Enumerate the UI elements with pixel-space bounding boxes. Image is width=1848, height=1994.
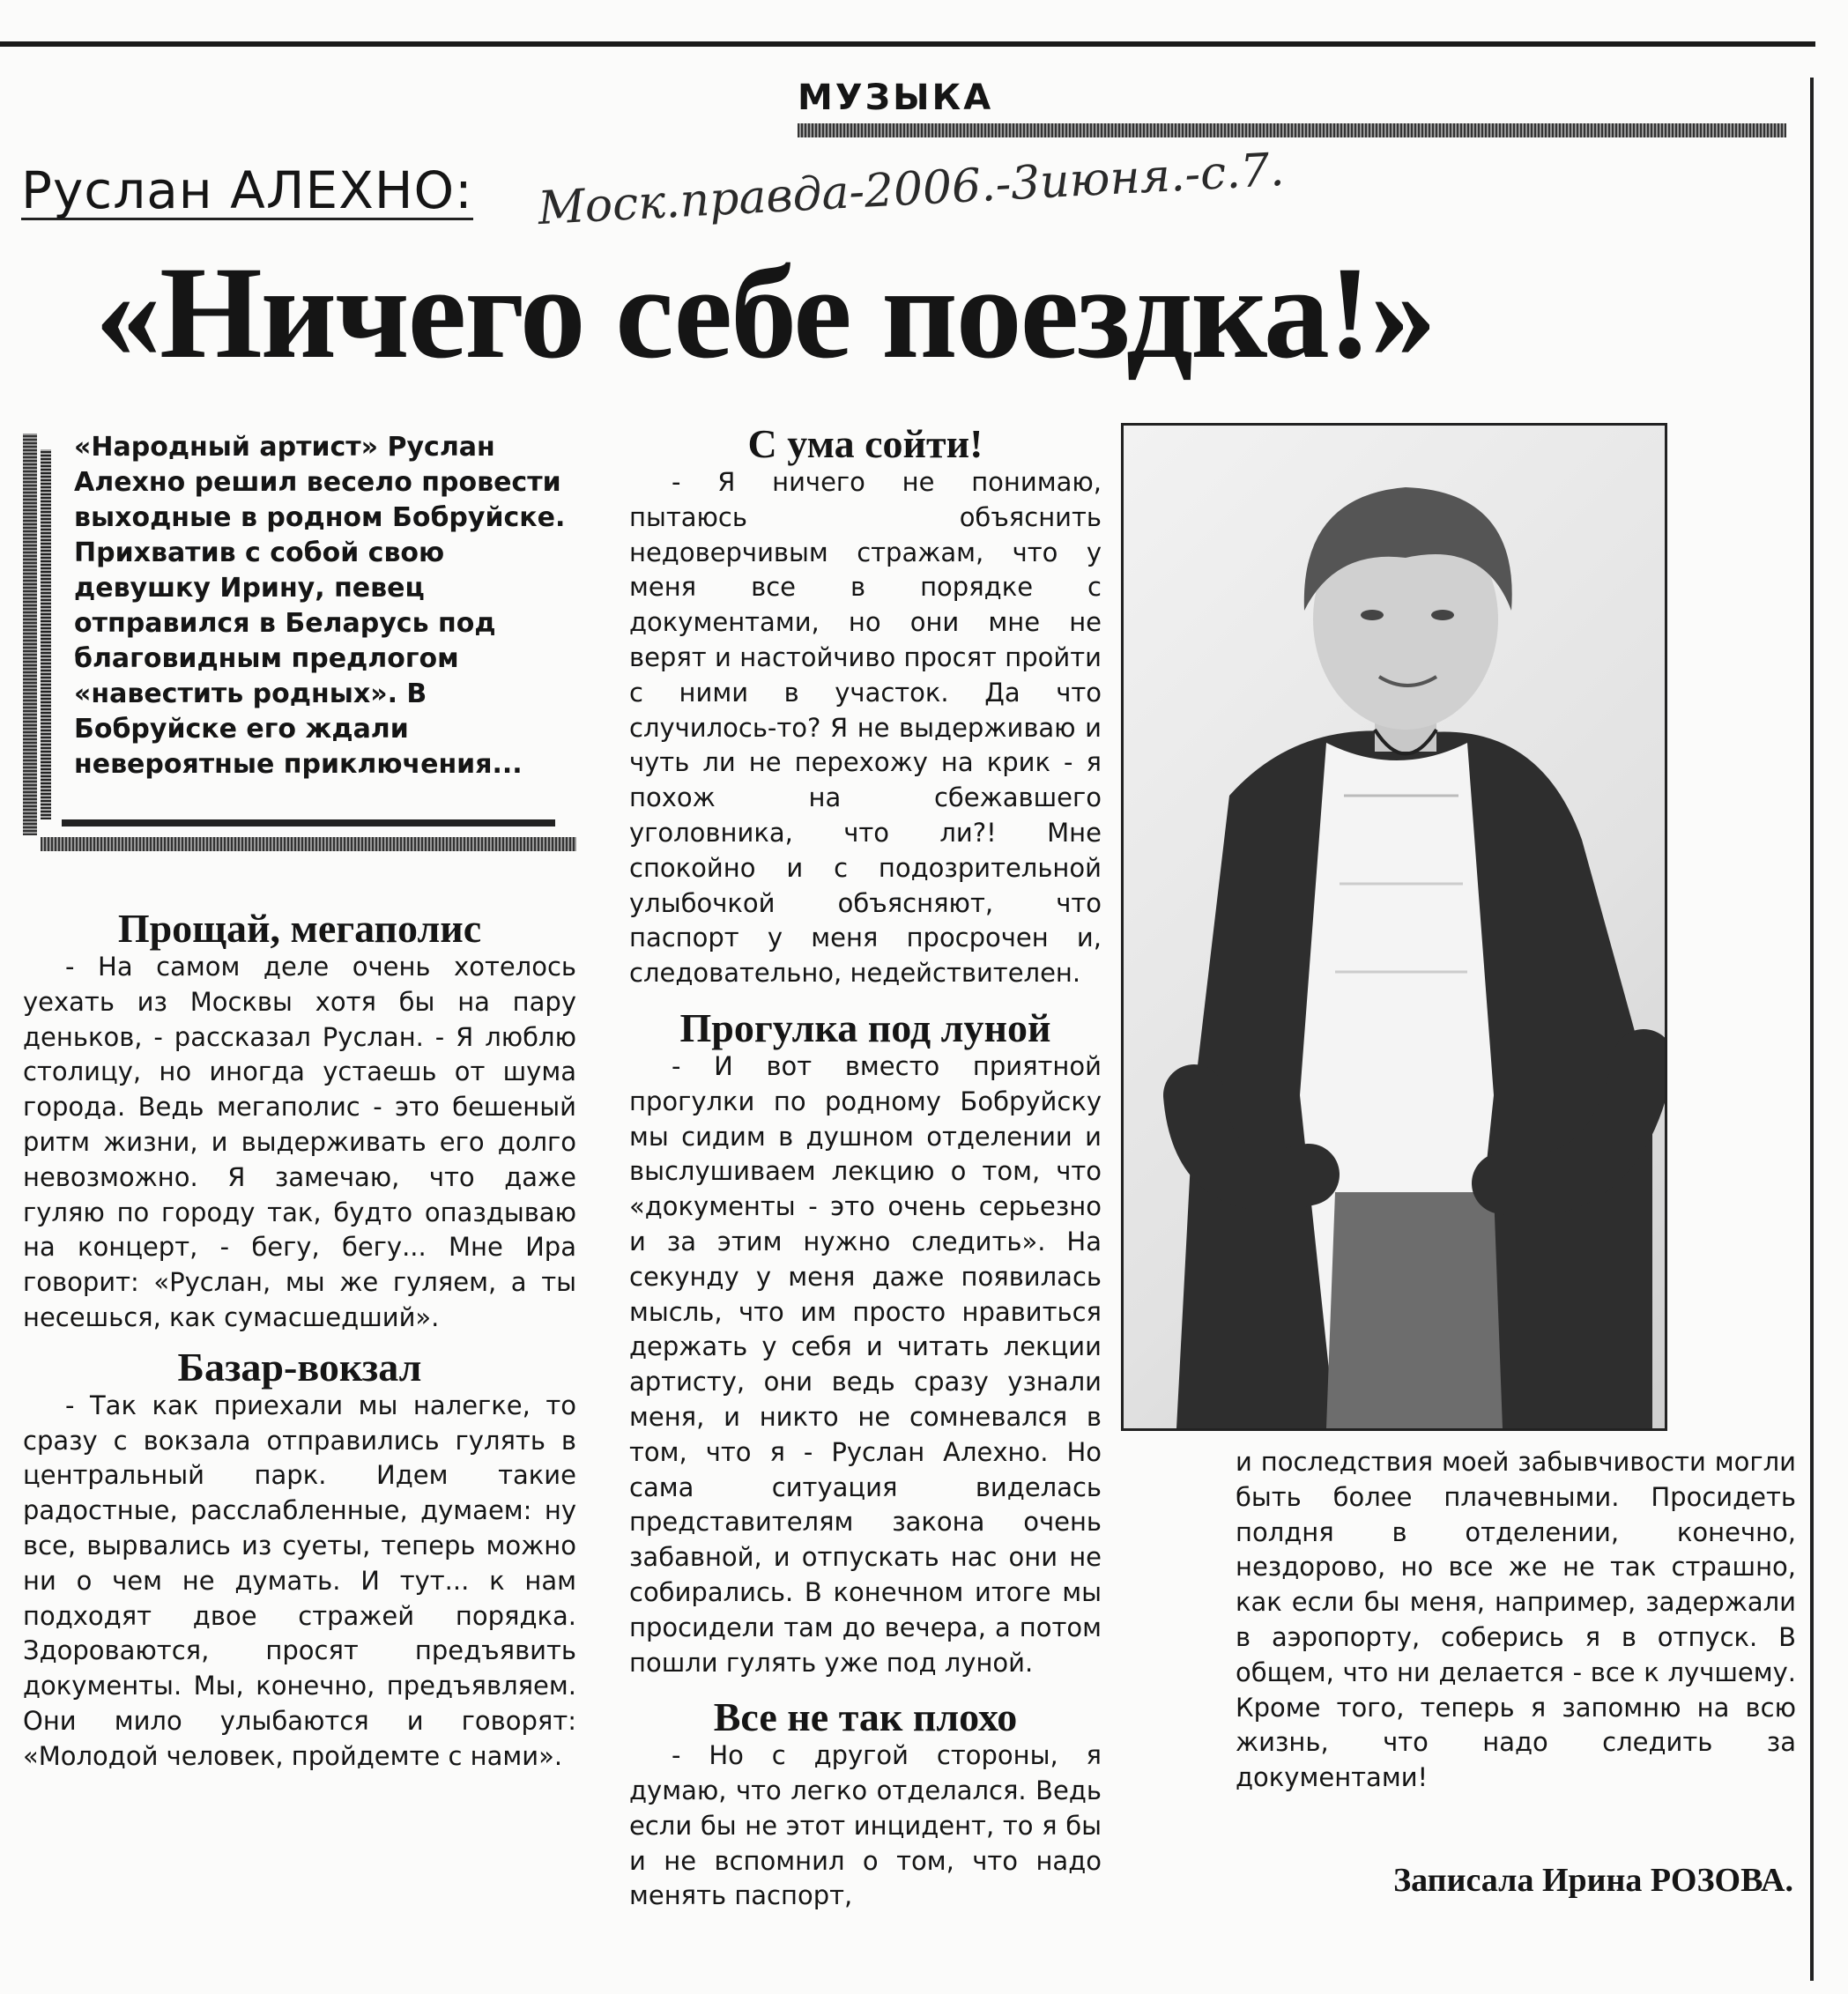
paragraph: - Так как приехали мы налегке, то сразу с вокзала отправились гулять в центральный парк. Идем такие радостные, расслабленные, думаем: ну все, вырвались из суеты, теперь можно ни о чем не думать. И тут... к нам подходят двое стражей порядка. Здороваются, просят предъявить документы. Мы, конечно, предъявляем. Они мило улыбаются и говорят: «Молодой человек, пройдемте с нами».	[23, 1390, 576, 1771]
column-3	[1236, 1445, 1796, 1796]
handwritten-note: Моск.правда-2006.-3июня.-с.7.	[537, 143, 1286, 236]
right-rule	[1810, 78, 1814, 1981]
top-rule	[0, 41, 1815, 47]
lead-text: «Народный артист» Руслан Алехно решил весело провести выходные в родном Бобруйске. Прихватив с собой свою девушку Ирину, певец отправился в Беларусь под благовидным предлогом «навестить родных». В Бобруйске его ждали невероятные приключения...	[74, 432, 566, 780]
portrait-photo	[1121, 423, 1667, 1431]
lead-frame-bottom-inner	[62, 819, 555, 827]
lead-frame-bottom	[41, 837, 576, 851]
lead-paragraph	[74, 430, 585, 782]
subheading-bazar: Базар-вокзал	[177, 1344, 422, 1390]
section-bar	[798, 123, 1786, 137]
column-1	[23, 908, 576, 1775]
subheading-megapolis: Прощай, мегаполис	[117, 906, 482, 951]
author-line: Руслан АЛЕХНО:	[21, 160, 473, 220]
headline: «Ничего себе поездка!»	[95, 240, 1435, 386]
subheading-vse-ne-tak-ploho: Все не так плохо	[713, 1694, 1018, 1740]
lead-frame-left	[23, 434, 37, 835]
section-label: МУЗЫКА	[798, 78, 994, 118]
paragraph: - Я ничего не понимаю, пытаюсь объяснить недоверчивым стражам, что у меня все в порядке с документами, но они мне не верят и настойчиво просят пройти с ними в участок. Да что случилось-то? Я не выдерживаю и чуть ли не перехожу на крик - я похож на сбежавшего уголовника, что ли?! Мне спокойно и с подозрительной улыбочкой объясняют, что паспорт у меня просрочен и, следовательно, недействителен.	[629, 467, 1102, 989]
column-2	[629, 423, 1102, 1914]
subheading-progulka: Прогулка под луной	[679, 1004, 1051, 1050]
paragraph: - Но с другой стороны, я думаю, что легко отделался. Ведь если бы не этот инцидент, то я бы и не вспомнил о том, что надо менять паспорт,	[629, 1740, 1102, 1911]
paragraph: и последствия моей забывчивости могли быть более плачевными. Просидеть полдня в отделении, конечно, нездорово, но все же не так страшно, как если бы меня, например, задержали в аэропорту, соберись я в отпуск. В общем, что ни делается - все к лучшему. Кроме того, теперь я запомню на всю жизнь, что надо следить за документами!	[1236, 1447, 1796, 1793]
lead-frame-left-inner	[41, 449, 51, 819]
subheading-s-uma-soiti: С ума сойти!	[747, 421, 983, 466]
byline-signature: Записала Ирина РОЗОВА.	[1393, 1862, 1793, 1899]
paragraph: - И вот вместо приятной прогулки по родному Бобруйску мы сидим в душном отделении и выслушиваем лекцию о том, что «документы - это очень серьезно и за этим нужно следить». На секунду у меня даже появилась мысль, что им просто нравиться держать у себя и читать лекции артисту, они ведь сразу узнали меня, и никто не сомневался в том, что я - Руслан Алехно. Но сама ситуация виделась представителям закона очень забавной, и отпускать нас они не собирались. В конечном итоге мы просидели там до вечера, а потом пошли гулять уже под луной.	[629, 1050, 1102, 1678]
portrait-icon	[1124, 426, 1665, 1428]
paragraph: - На самом деле очень хотелось уехать из Москвы хотя бы на пару деньков, - рассказал Руслан. - Я люблю столицу, но иногда устаешь от шума города. Ведь мегаполис - это бешеный ритм жизни, и выдерживать его долго невозможно. Я замечаю, что даже гуляю по городу так, будто опаздываю на концерт, - бегу, бегу... Мне Ира говорит: «Руслан, мы же гуляем, а ты несешься, как сумасшедший».	[23, 952, 576, 1332]
